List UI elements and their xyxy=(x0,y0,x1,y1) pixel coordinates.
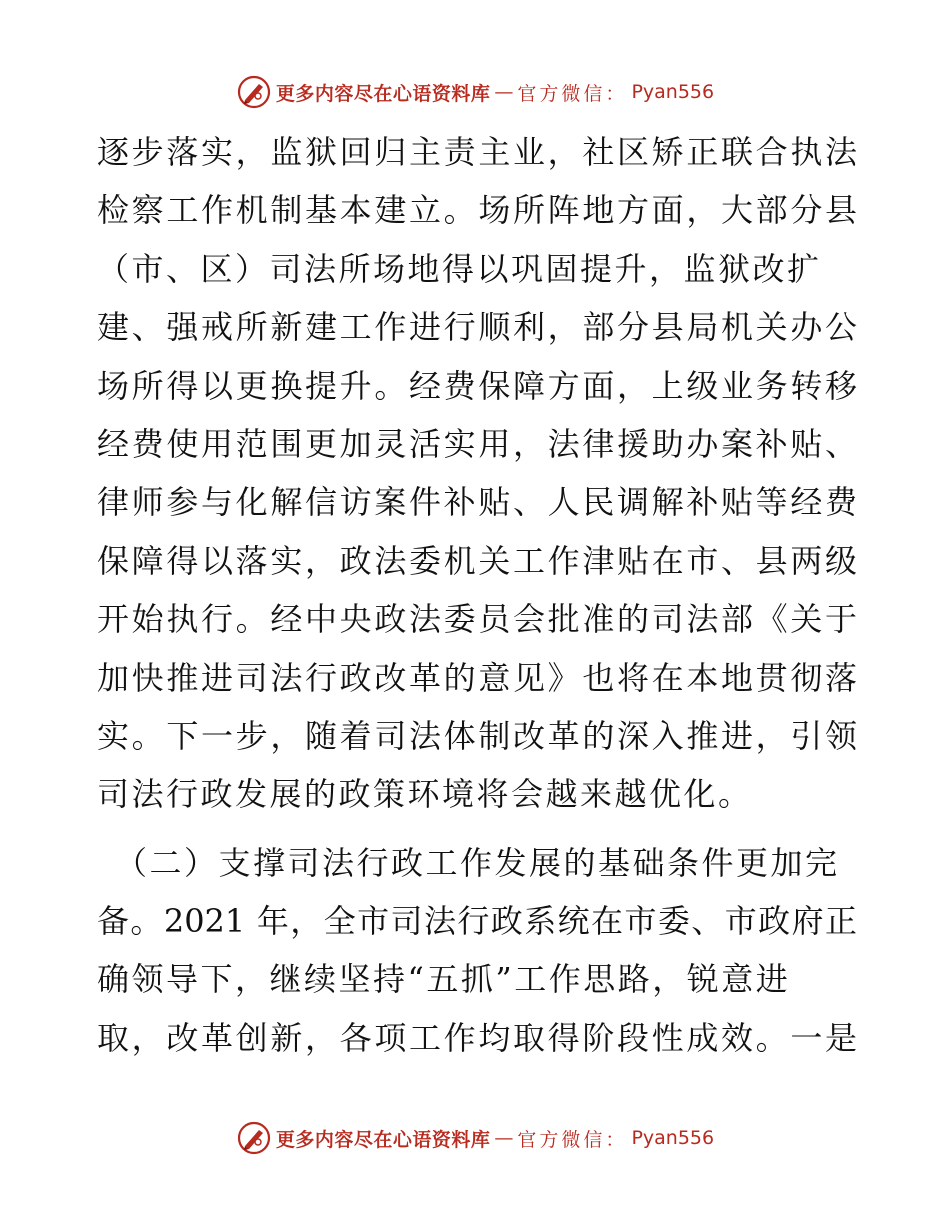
text-line: 加快推进司法行政改革的意见》也将在本地贯彻落 xyxy=(97,658,857,697)
paragraph-2 xyxy=(97,834,857,1068)
text-line: 保障得以落实，政法委机关工作津贴在市、县两级 xyxy=(97,541,857,580)
text-line: 逐步落实，监狱回归主责主业，社区矫正联合执法 xyxy=(97,133,857,171)
text-line: 场所得以更换提升。经费保障方面，上级业务转移 xyxy=(97,366,857,405)
document-body xyxy=(97,123,857,1067)
text-line: 取，改革创新，各项工作均取得阶段性成效。一是 xyxy=(97,1018,857,1057)
watermark-wechat-id: Pyan556 xyxy=(631,81,715,103)
text-line: 备。2021 年，全市司法行政系统在市委、市政府正 xyxy=(97,902,857,941)
pen-circle-logo-icon xyxy=(236,1120,272,1156)
watermark-dash: — xyxy=(494,1127,514,1149)
text-line: （市、区）司法所场地得以巩固提升，监狱改扩 xyxy=(97,249,822,288)
watermark-text: 更多内容尽在心语资料库 xyxy=(275,1128,491,1151)
text-line: 建、强戒所新建工作进行顺利，部分县局机关办公 xyxy=(97,308,857,347)
text-line: 司法行政发展的政策环境将会越来越优化。 xyxy=(97,775,753,814)
watermark-wechat-id: Pyan556 xyxy=(631,1127,715,1149)
text-line: 检察工作机制基本建立。场所阵地方面，大部分县 xyxy=(97,191,857,230)
watermark-dash: — xyxy=(494,81,514,103)
watermark-wechat-label: 官方微信： xyxy=(517,82,628,105)
paragraph-1 xyxy=(97,123,857,824)
section-heading-line: （二）支撑司法行政工作发展的基础条件更加完 xyxy=(115,843,840,882)
header-watermark xyxy=(0,72,950,112)
text-line: 经费使用范围更加灵活实用，法律援助办案补贴、 xyxy=(97,424,857,463)
watermark-wechat-label: 官方微信： xyxy=(517,1128,628,1151)
pen-circle-logo-icon xyxy=(236,74,272,110)
text-line: 确领导下，继续坚持“五抓”工作思路，锐意进 xyxy=(97,960,791,999)
watermark-text: 更多内容尽在心语资料库 xyxy=(275,82,491,105)
text-line: 实。下一步，随着司法体制改革的深入推进，引领 xyxy=(97,716,857,755)
footer-watermark xyxy=(0,1118,950,1158)
text-line: 开始执行。经中央政法委员会批准的司法部《关于 xyxy=(97,600,857,639)
text-line: 律师参与化解信访案件补贴、人民调解补贴等经费 xyxy=(97,483,857,522)
